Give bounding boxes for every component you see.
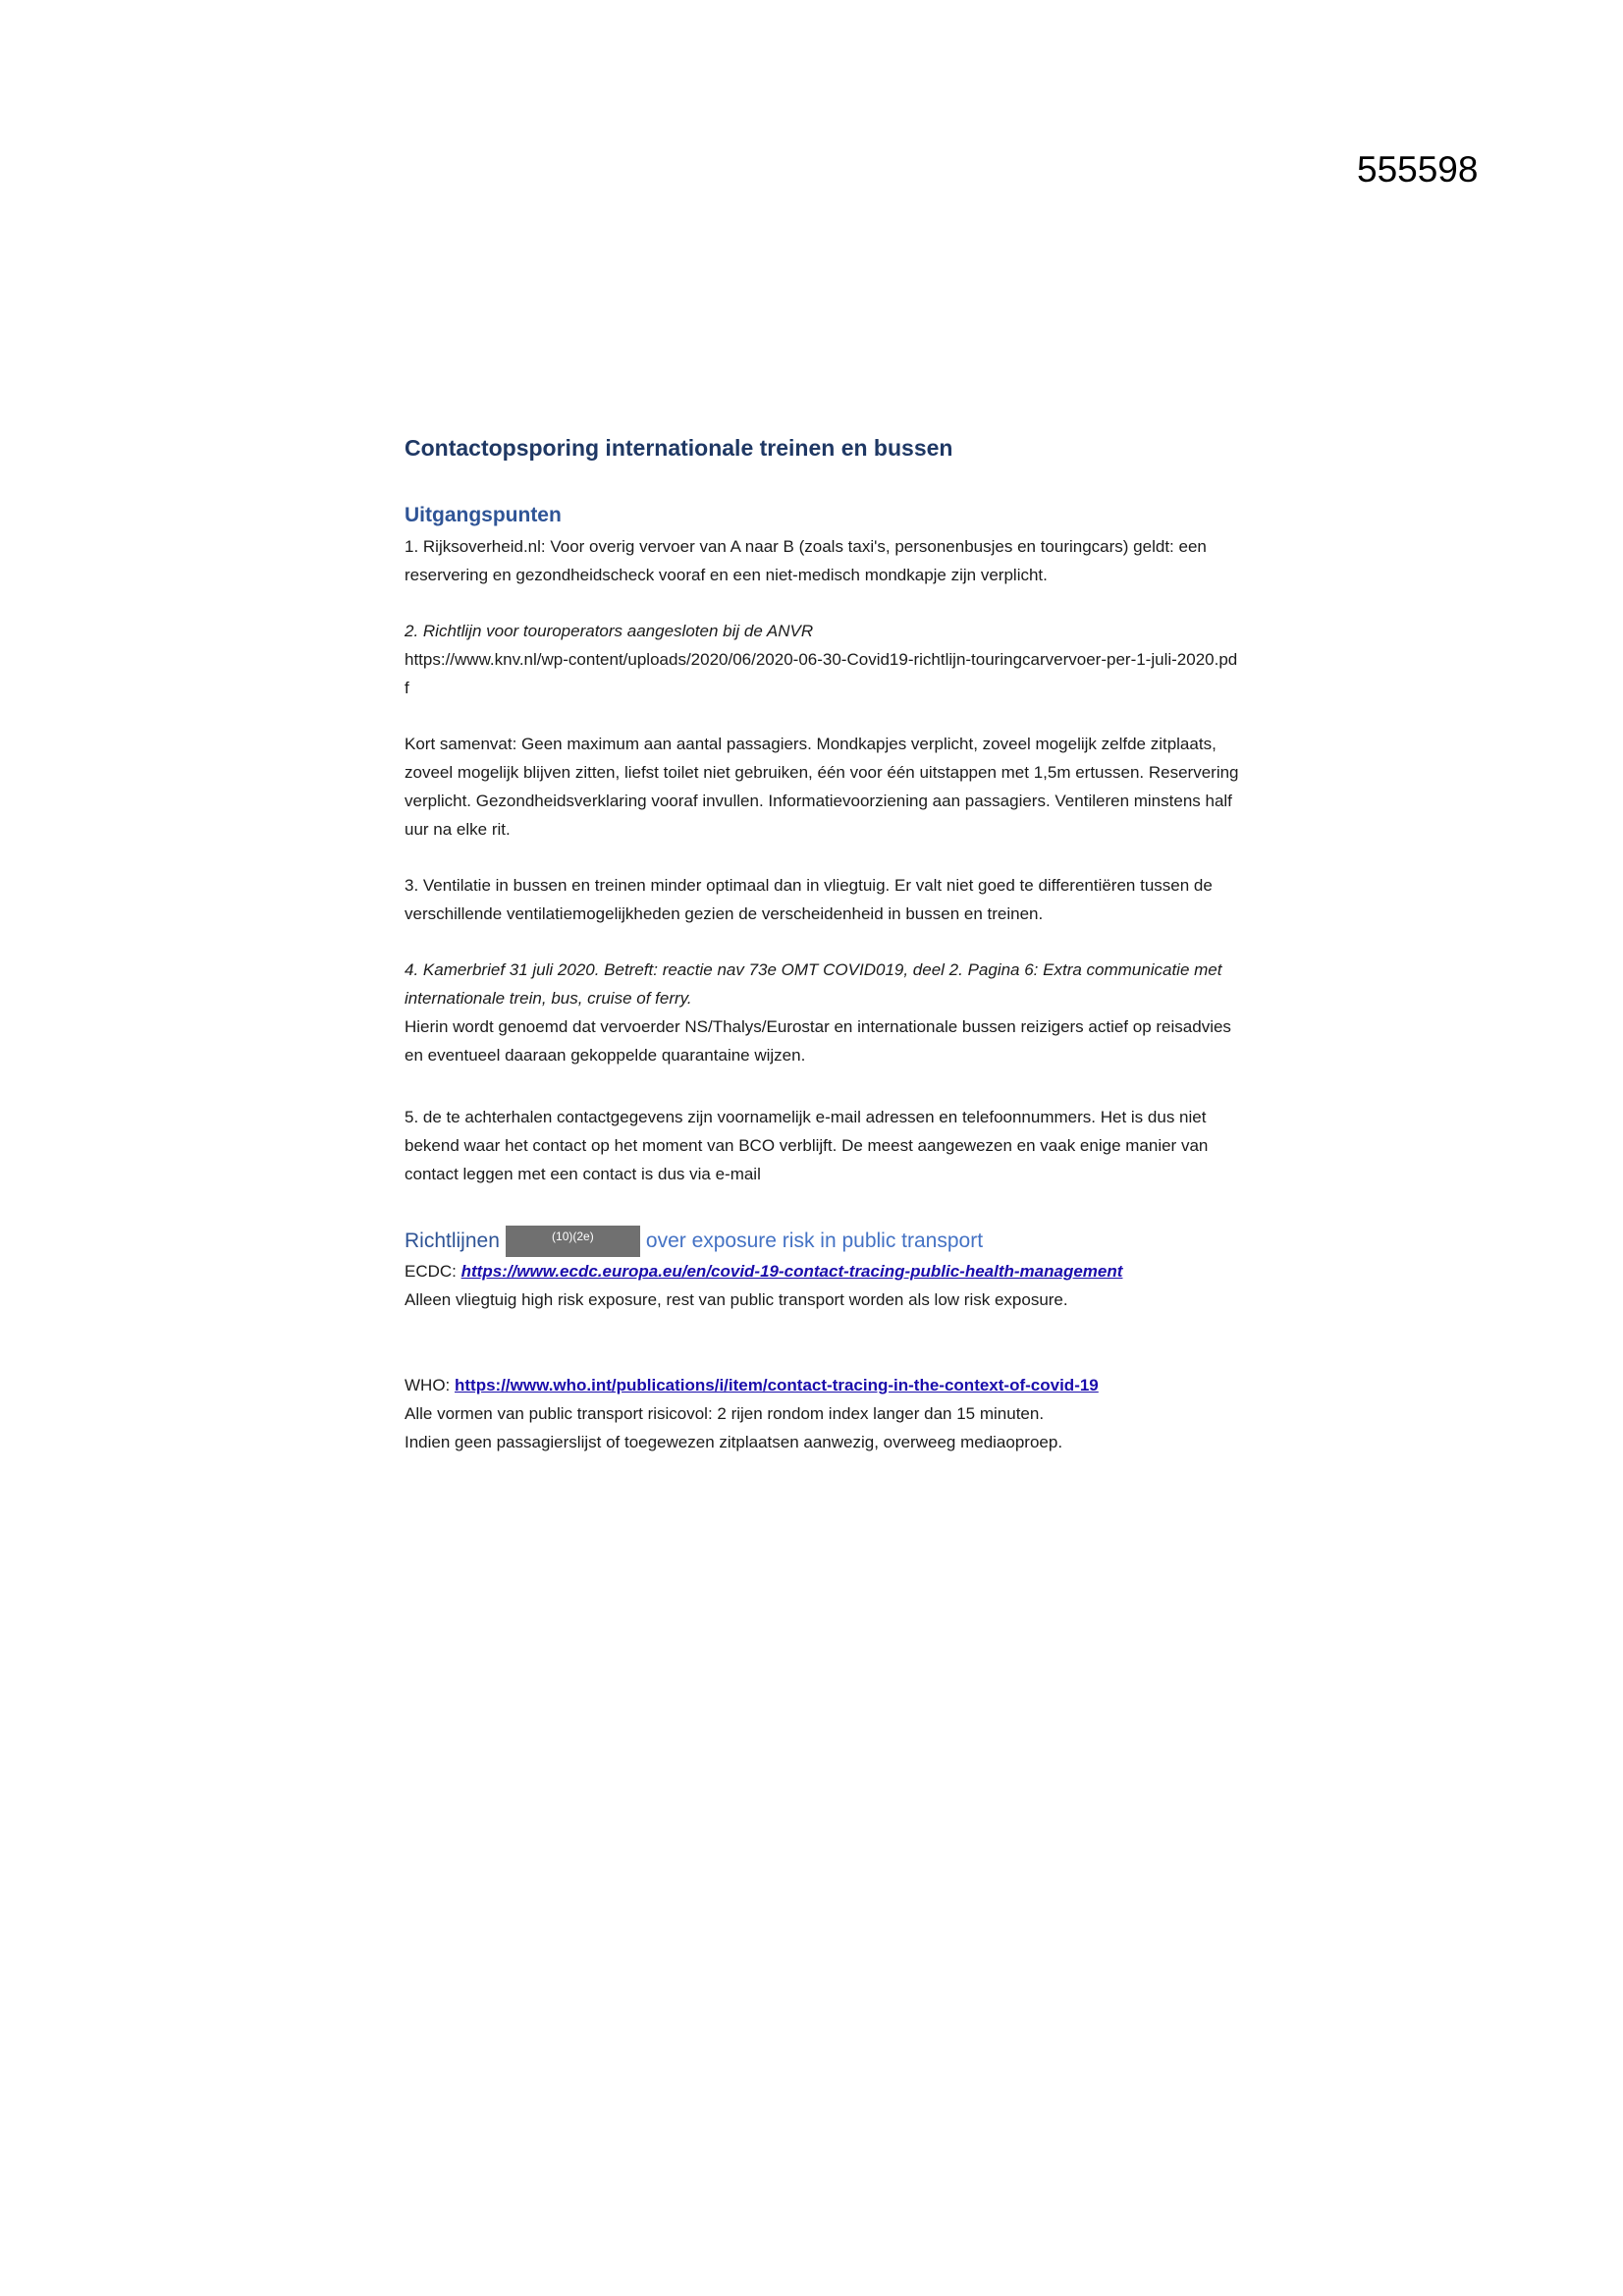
item-2-url: https://www.knv.nl/wp-content/uploads/2020/06/2020-06-30-Covid19-richtlijn-touringcarvervoer-per-1-juli-2020.pdf (405, 650, 1238, 697)
ecdc-label: ECDC: (405, 1262, 461, 1281)
richtlijnen-heading-prefix: Richtlijnen (405, 1230, 500, 1252)
paragraph-item-1: 1. Rijksoverheid.nl: Voor overig vervoer van A naar B (zoals taxi's, personenbusjes en touringcars) geldt: een reservering en gezondheidscheck vooraf en een niet-medisch mondkapje zijn verplicht. (405, 537, 1207, 584)
section-heading-uitgangspunten: Uitgangspunten (405, 504, 562, 526)
who-link[interactable]: https://www.who.int/publications/i/item/contact-tracing-in-the-context-of-covid-19 (455, 1376, 1099, 1394)
ecdc-link[interactable]: https://www.ecdc.europa.eu/en/covid-19-contact-tracing-public-health-management (460, 1262, 1123, 1281)
who-note-1: Alle vormen van public transport risicovol: 2 rijen rondom index langer dan 15 minuten. (405, 1404, 1045, 1423)
item-4-body: Hierin wordt genoemd dat vervoerder NS/Thalys/Eurostar en internationale bussen reizigers actief op reisadvies en eventueel daaraan gekoppelde quarantaine wijzen. (405, 1017, 1231, 1065)
paragraph-item-3: 3. Ventilatie in bussen en treinen minder optimaal dan in vliegtuig. Er valt niet goed te differentiëren tussen de verschillende ventilatiemogelijkheden gezien de verscheidenheid in bussen en treinen. (405, 876, 1213, 923)
paragraph-item-5: 5. de te achterhalen contactgegevens zijn voornamelijk e-mail adressen en telefoonnummers. Het is dus niet bekend waar het contact op het moment van BCO verblijft. De meest aangewezen en vaak enige manier van contact leggen met een contact is dus via e-mail (405, 1108, 1209, 1183)
who-note-2: Indien geen passagierslijst of toegewezen zitplaatsen aanwezig, overweeg mediaoproep. (405, 1433, 1063, 1451)
document-id: 555598 (1357, 149, 1479, 190)
ecdc-line (405, 1257, 1239, 1285)
redaction-block (506, 1226, 640, 1257)
paragraph-item-2 (405, 617, 1239, 702)
paragraph-item-4 (405, 956, 1239, 1069)
who-line (405, 1371, 1239, 1399)
redaction-code: (10)(2e) (552, 1230, 594, 1243)
paragraph-summary: Kort samenvat: Geen maximum aan aantal passagiers. Mondkapjes verplicht, zoveel mogelijk zelfde zitplaats, zoveel mogelijk blijven zitten, liefst toilet niet gebruiken, één voor één uitstappen met 1,5m ertussen. Reservering verplicht. Gezondheidsverklaring vooraf invullen. Informatievoorziening aan passagiers. Ventileren minstens half uur na elke rit. (405, 735, 1239, 839)
section-heading-richtlijnen (405, 1226, 1239, 1257)
item-2-title: 2. Richtlijn voor touroperators aangesloten bij de ANVR (405, 622, 814, 640)
document-title: Contactopsporing internationale treinen en bussen (405, 435, 953, 461)
richtlijnen-heading-suffix: over exposure risk in public transport (645, 1230, 984, 1252)
ecdc-note: Alleen vliegtuig high risk exposure, rest van public transport worden als low risk exposure. (405, 1290, 1068, 1309)
document-body (405, 432, 1239, 1456)
who-label: WHO: (405, 1376, 455, 1394)
item-4-title: 4. Kamerbrief 31 juli 2020. Betreft: reactie nav 73e OMT COVID019, deel 2. Pagina 6: Extra communicatie met internationale trein, bus, cruise of ferry. (405, 960, 1222, 1008)
